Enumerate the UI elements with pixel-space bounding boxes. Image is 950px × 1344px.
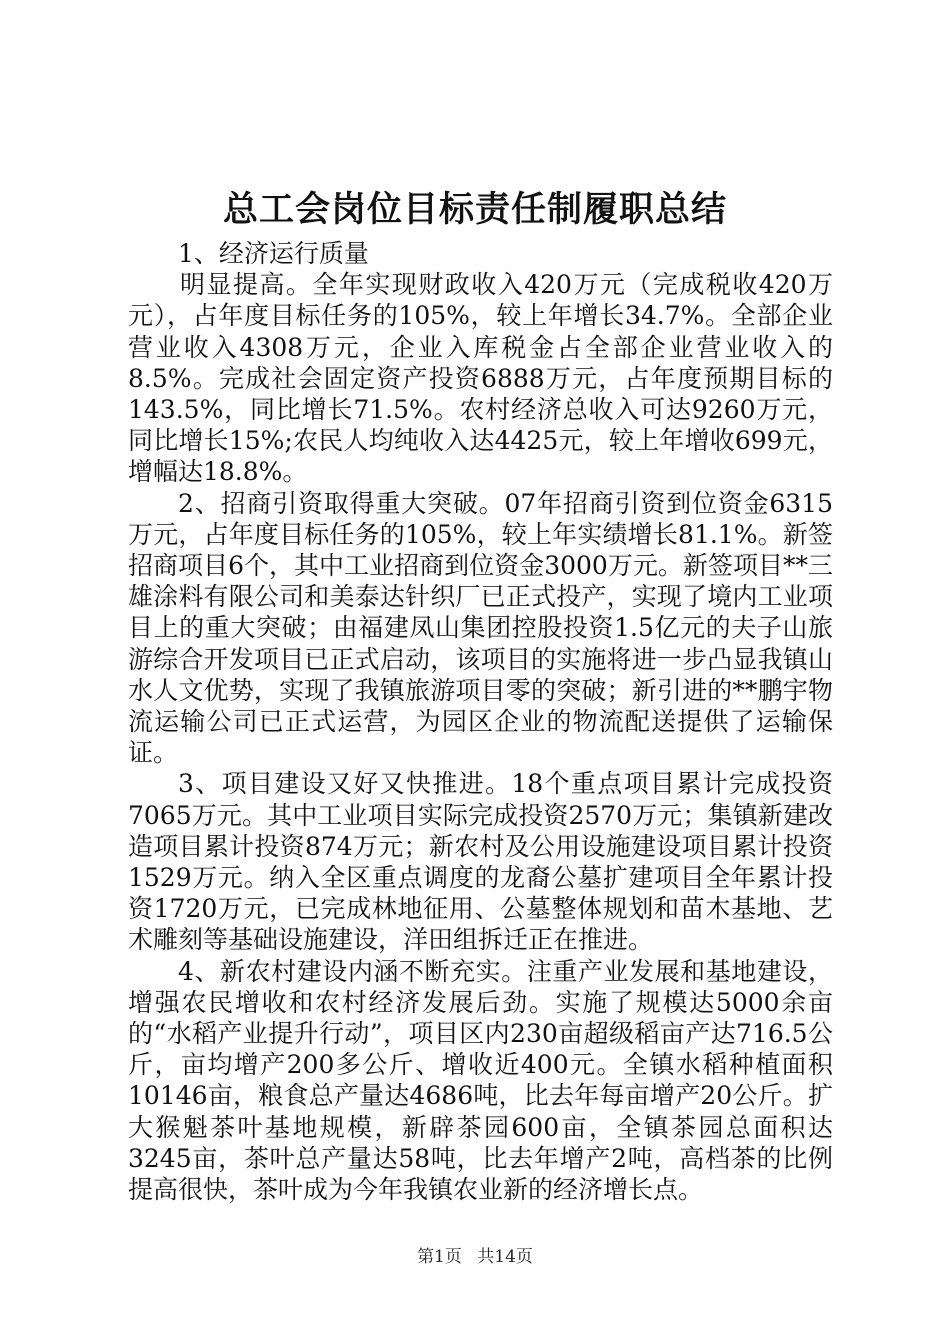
section-heading: 1、经济运行质量	[178, 239, 369, 268]
paragraph-projects: 3、项目建设又好又快推进。18个重点项目累计完成投资7065万元。其中工业项目实际完成投资2570万元；集镇新建改造项目累计投资874万元；新农村及公用设施建设项目累计投资1529万元。纳入全区重点调度的龙裔公墓扩建项目全年累计投资1720万元，已完成林地征用、公墓整体规划和苗木基地、艺术雕刻等基础设施建设，洋田组拆迁正在推进。	[128, 769, 833, 955]
page-number: 第1页	[417, 1247, 462, 1267]
page-total: 共14页	[477, 1247, 533, 1267]
page-footer	[0, 1245, 950, 1269]
paragraph-rural: 4、新农村建设内涵不断充实。注重产业发展和基地建设，增强农民增收和农村经济发展后劲。实施了规模达5000余亩的“水稻产业提升行动”，项目区内230亩超级稻亩产达716.5公斤，亩均增产200多公斤、增收近400元。全镇水稻种植面积10146亩，粮食总产量达4686吨，比去年每亩增产20公斤。扩大猴魁茶叶基地规模，新辟茶园600亩，全镇茶园总面积达3245亩，茶叶总产量达58吨，比去年增产2吨，高档茶的比例提高很快，茶叶成为今年我镇农业新的经济增长点。	[128, 956, 833, 1205]
paragraph-investment: 2、招商引资取得重大突破。07年招商引资到位资金6315万元，占年度目标任务的105%，较上年实绩增长81.1%。新签招商项目6个，其中工业招商到位资金3000万元。新签项目**三雄涂料有限公司和美泰达针织厂已正式投产，实现了境内工业项目上的重大突破；由福建凤山集团控股投资1.5亿元的夫子山旅游综合开发项目已正式启动，该项目的实施将进一步凸显我镇山水人文优势，实现了我镇旅游项目零的突破；新引进的**鹏宇物流运输公司已正式运营，为园区企业的物流配送提供了运输保证。	[128, 488, 833, 768]
paragraph-economy: 明显提高。全年实现财政收入420万元（完成税收420万元），占年度目标任务的105%，较上年增长34.7%。全部企业营业收入4308万元，企业入库税金占全部企业营业收入的8.5%。完成社会固定资产投资6888万元，占年度预期目标的143.5%，同比增长71.5%。农村经济总收入可达9260万元，同比增长15%;农民人均纯收入达4425元，较上年增收699元，增幅达18.8%。	[128, 270, 833, 487]
document-title: 总工会岗位目标责任制履职总结	[222, 189, 727, 230]
document-body	[128, 238, 833, 1205]
